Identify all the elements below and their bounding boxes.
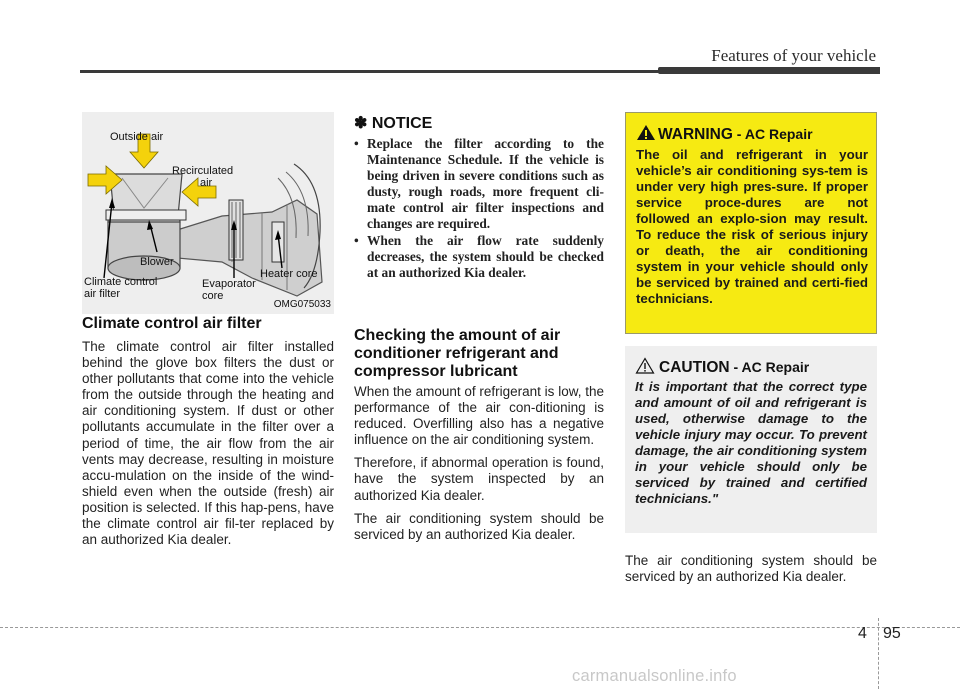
heading-checking-refrigerant: Checking the amount of air conditioner refrigerant and compressor lubricant [354,327,561,380]
label-outside-air: Outside air [110,131,164,143]
chapter-number: 4 [858,625,867,642]
notice-item-text: When the air flow rate suddenly decreases, the system should be checked at an authorized Kia dealer. [367,232,604,280]
label-filter: Climate control [84,276,158,288]
label-filter-2: air filter [84,288,121,300]
notice-symbol-icon: ✽ [354,115,368,132]
notice-item-text: Replace the filter according to the Maintenance Schedule. If the vehicle is being driven in severe conditions such as dusty, rough roads, more frequent cli-mate control air filter inspections and changes are required. [367,136,604,232]
caution-text: It is important that the correct type and amount of oil and refrigerant is used, otherwise damage to the vehicle injury may occur. To prevent damage, the air conditioning system in your vehicle should only be serviced by trained and certified technicians." [635,379,867,506]
checking-paragraph: The air conditioning system should be serviced by an authorized Kia dealer. [354,510,604,542]
label-heater-core: Heater core [260,268,318,280]
label-recirculated-air: air [200,177,213,189]
paragraph-climate-filter: The climate control air filter installed behind the glove box filters the dust or other pollutants that come into the vehicle from the outside through the heating and air conditioning system. If dust or other pollutants accumulate in the filter over a period of time, the air flow from the air vents may decrease, resulting in moisture accu-mulation on the inside of the wind-shield even when the outside (fresh) air position is selected. If this hap-pens, have the climate control air fil-ter replaced by an authorized Kia dealer. [82,339,334,548]
hvac-diagram-figure [82,112,334,314]
figure-code: OMG075033 [273,299,331,310]
notice-list [354,136,604,281]
warning-box [625,112,877,334]
warning-text: The oil and refrigerant in your vehicle’s air conditioning sys-tem is under very high pres-sure. If proper service proce-dures are not followed an explo-sion may result. To reduce the risk of serious injury or death, the air conditioning system in your vehicle should only be serviced by trained and certi-fied technicians. [636,147,868,306]
watermark-text: carmanualsonline.info [572,667,737,685]
warning-triangle-icon [636,124,656,141]
label-evaporator-2: core [202,290,224,302]
caution-box [625,346,877,533]
heading-climate-filter: Climate control air filter [82,315,262,332]
notice-label: NOTICE [371,115,433,132]
bullet-icon: • [354,232,359,248]
notice-title [354,113,432,133]
page-number: 95 [883,625,901,642]
warning-subtitle: - AC Repair [732,126,813,142]
caution-triangle-icon [635,357,655,374]
section-header-title: Features of your vehicle [711,46,876,65]
notice-item [354,136,604,233]
warning-heading [636,124,813,144]
checking-body [354,384,604,550]
label-evaporator: Evaporator [202,278,256,290]
label-blower: Blower [140,256,174,268]
caution-subtitle: - AC Repair [729,359,810,375]
checking-paragraph: Therefore, if abnormal operation is found, have the system inspected by an authorized Kia dealer. [354,455,604,503]
warning-label: WARNING [658,126,733,143]
caution-heading [635,357,809,377]
notice-item [354,233,604,281]
bullet-icon: • [354,136,359,151]
label-recirculated: Recirculated [172,165,234,177]
right-paragraph: The air conditioning system should be serviced by an authorized Kia dealer. [625,553,877,585]
footer-rule [0,627,960,628]
header-rule-accent [658,67,880,74]
checking-paragraph: When the amount of refrigerant is low, the performance of the air con-ditioning is reduced. Overfilling also has a negative influence on the air conditioning system. [354,384,604,448]
caution-label: CAUTION [659,359,730,376]
footer-divider [878,618,879,689]
